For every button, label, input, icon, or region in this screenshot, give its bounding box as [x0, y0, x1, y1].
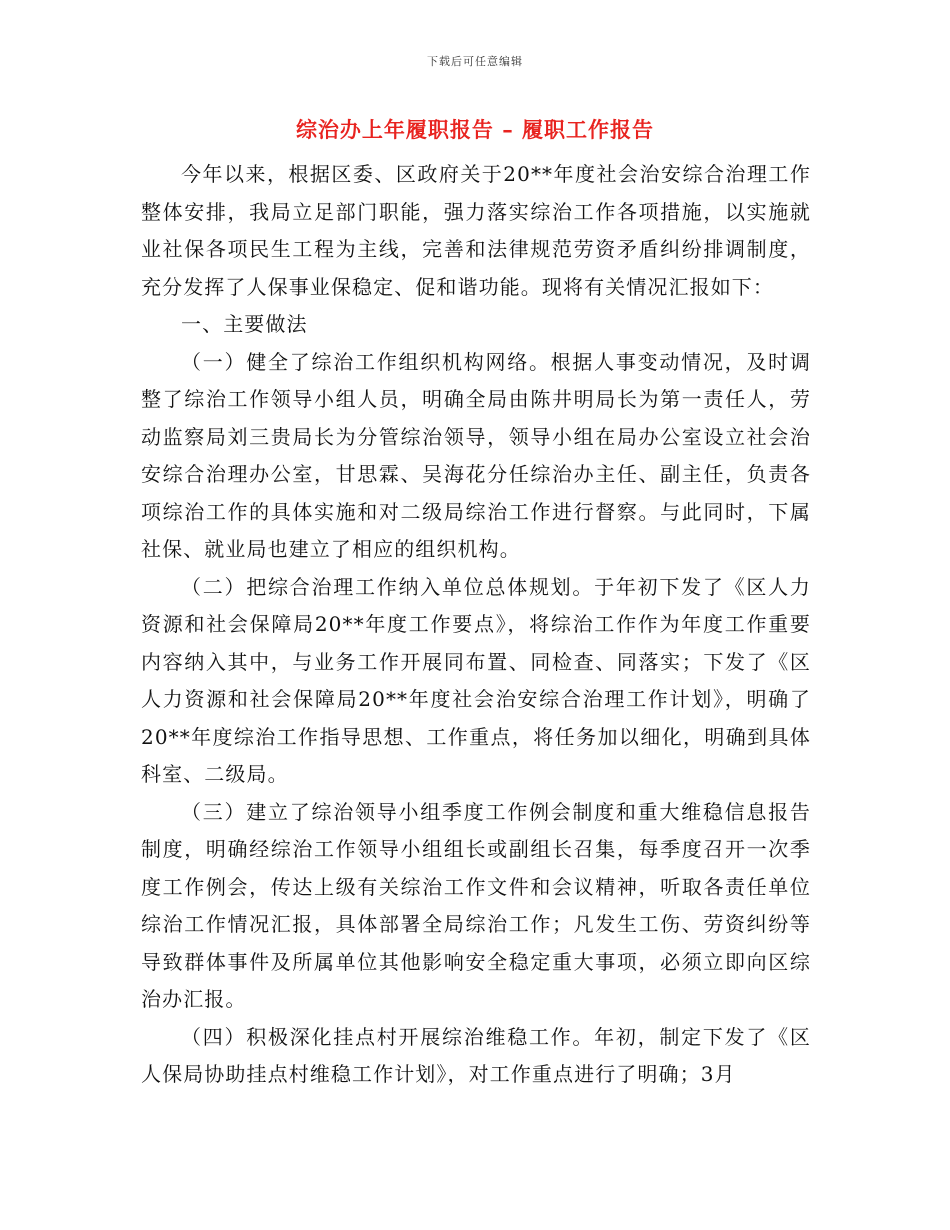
header-note: 下载后可任意编辑: [427, 55, 523, 68]
document-title: 综治办上年履职报告 – 履职工作报告: [295, 117, 655, 142]
paragraph-item-3: （三）建立了综治领导小组季度工作例会制度和重大维稳信息报告制度，明确经综治工作领导小组组长或副组长召集，每季度召开一次季度工作例会，传达上级有关综治工作文件和会议精神，听取各责任单位综治工作情况汇报，具体部署全局综治工作；凡发生工伤、劳资纠纷等导致群体事件及所属单位其他影响安全稳定重大事项，必须立即向区综治办汇报。: [141, 799, 811, 1011]
paragraph-item-4: （四）积极深化挂点村开展综治维稳工作。年初，制定下发了《区人保局协助挂点村维稳工作计划》，对工作重点进行了明确；3月: [141, 1024, 811, 1086]
paragraph-item-2: （二）把综合治理工作纳入单位总体规划。于年初下发了《区人力资源和社会保障局20**年度工作要点》，将综治工作作为年度工作重要内容纳入其中，与业务工作开展同布置、同检查、同落实；下发了《区人力资源和社会保障局20**年度社会治安综合治理工作计划》，明确了20**年度综治工作指导思想、工作重点，将任务加以细化，明确到具体科室、二级局。: [141, 574, 811, 786]
document-body: [141, 156, 811, 1094]
paragraph-intro: 今年以来，根据区委、区政府关于20**年度社会治安综合治理工作整体安排，我局立足部门职能，强力落实综治工作各项措施，以实施就业社保各项民生工程为主线，完善和法律规范劳资矛盾纠纷排调制度，充分发挥了人保事业保稳定、促和谐功能。现将有关情况汇报如下：: [141, 162, 811, 299]
paragraph-item-1: （一）健全了综治工作组织机构网络。根据人事变动情况，及时调整了综治工作领导小组人员，明确全局由陈井明局长为第一责任人，劳动监察局刘三贵局长为分管综治领导，领导小组在局办公室设立社会治安综合治理办公室，甘思霖、吴海花分任综治办主任、副主任，负责各项综治工作的具体实施和对二级局综治工作进行督察。与此同时，下属社保、就业局也建立了相应的组织机构。: [141, 349, 811, 561]
section-heading: 一、主要做法: [181, 312, 308, 336]
